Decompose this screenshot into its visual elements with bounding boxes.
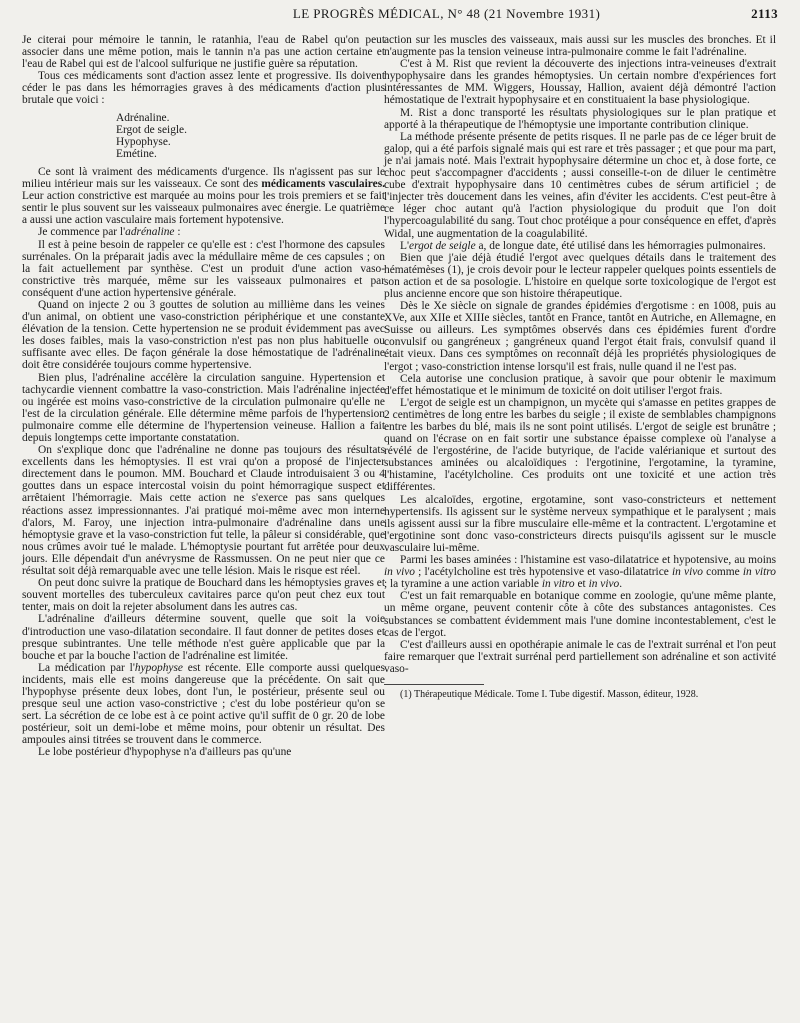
list-item: Ergot de seigle. bbox=[116, 123, 187, 136]
italic-term: in vivo bbox=[384, 566, 415, 579]
text-run: Je commence par l' bbox=[38, 226, 126, 239]
paragraph: L'ergot de seigle est un champignon, un mycète qui s'amasse en petites grappes de 2 centimètres de long entre les barbes du seigle ; il existe de semblables champignons entre les barbes du blé, mais ils ne sont point utilisés. L'ergot de seigle est brunâtre ; quand on l'écrase on en fait sortir une substance épaisse complexe où l'analyse a révélé de l'ergostérine, de l'acide butyrique, de l'acide valérianique et surtout des substances aminées ou alcaloïdiques : l'ergotinine, l'ergotamine, la tyramine, l'histamine, l'acétylcholine. Ces produits ont une toxicité et une action très différentes. bbox=[384, 396, 776, 494]
text-run: Parmi les bases aminées : l'histamine est vaso-dilatatrice et hypotensive, au moins bbox=[400, 554, 776, 567]
page-number: 2113 bbox=[751, 6, 778, 21]
paragraph: C'est d'ailleurs aussi en opothérapie animale le cas de l'extrait surrénal et l'on peut faire remarquer que l'extrait surrénal perd partiellement son adrénaline et son activité vaso- bbox=[384, 638, 776, 675]
text-run: : bbox=[174, 226, 181, 239]
list-item: Adrénaline. bbox=[116, 111, 170, 124]
paragraph: Cela autorise une conclusion pratique, à savoir que pour obtenir le maximum d'effet hémostatique et le minimum de toxicité on doit utiliser l'ergot frais. bbox=[384, 372, 776, 397]
text-run: Ce sont là vraiment des médicaments d'urgence. Ils n'agissent pas sur le milieu intérieur mais sur les vaisseaux. Ce sont des bbox=[22, 165, 385, 191]
text-run: a, de longue date, été utilisé dans les hémorragies pulmonaires. bbox=[475, 239, 766, 252]
paragraph: Dès le Xe siècle on signale de grandes épidémies d'ergotisme : en 1008, puis au XVe, aux XIIe et XIIIe siècles, tantôt en France, tantôt en Autriche, en Allemagne, en Suisse ou ailleurs. Les symptômes observés dans ces épidémies furent d'ordre convulsif ou gangréneux ; gangréneux quand l'ergot était frais, convulsif quand il était vieux. Dans ces symptômes on reconnaît déjà les propriétés physiologiques de l'ergot ; vaso-constriction intense lorsqu'il est frais, nulle quand il ne l'est pas. bbox=[384, 300, 776, 373]
italic-term: in vivo bbox=[588, 578, 620, 591]
paragraph: C'est à M. Rist que revient la découverte des injections intra-veineuses d'extrait hypophysaire dans les grandes hémoptysies. Un certain nombre d'expériences fort intéressantes de MM. Wiggers, Houssay, Hallion, avaient déjà démontré l'action hémostatique de l'extrait hypophysaire et en constituaient la base physiologique. bbox=[384, 58, 776, 107]
paragraph: action sur les muscles des vaisseaux, mais aussi sur les muscles des bronches. Et il n'augmente pas la tension veineuse intra-pulmonaire comme le fait l'adrénaline. bbox=[384, 34, 776, 59]
text-run: comme bbox=[702, 566, 743, 579]
paragraph: Tous ces médicaments sont d'action assez lente et progressive. Ils doivent céder le pas dans les hémorragies graves à des médicaments d'action plus brutale que voici : bbox=[22, 70, 385, 107]
text-run: et bbox=[574, 578, 589, 591]
text-run: ; la tyramine a une action variable bbox=[384, 578, 542, 591]
paragraph: Le lobe postérieur d'hypophyse n'a d'ailleurs pas qu'une bbox=[38, 746, 292, 759]
paragraph: La méthode présente présente de petits risques. Il ne parle pas de ce léger bruit de galop, qui a été parfois signalé mais qui est rare et très passager ; et que pour ma part, je n'ai jamais noté. Mais l'extrait hypophysaire détermine un choc et, à dose forte, ce choc peut s'accompagner d'accidents ; aussi conseille-t-on de diluer le centimètre cube d'extrait hypophysaire dans 10 centimètres cubes de sérum artificiel ; de l'injecter très doucement dans les veines, afin d'éviter les accidents. C'est peut-être à ce léger choc autant qu'à l'action physiologique du produit que l'on doit l'hypercoagulabilité du sang. Tout choc protéique a pour conséquence en effet, d'après Widal, une augmentation de la coagulabilité. bbox=[384, 130, 776, 240]
text-run: est récente. Elle comporte aussi quelques incidents, mais elle est moins dangereuse que la précédente. On sait que l'hypophyse présente deux lobes, dont l'un, le postérieur, présente seul ou presque seul une action vaso-constrictive ; c'est du lobe postérieur qu'on se sert. La sécrétion de ce lobe est à ce point active qu'il suffit de 0 gr. 20 de lobe postérieur, soit un demi-lobe et même moins, pour obtenir un résultat. Des ampoules ainsi titrées se trouvent dans le commerce. bbox=[22, 661, 385, 747]
paragraph: Bien que j'aie déjà étudié l'ergot avec quelques détails dans le traitement des hématémèses (1), je crois devoir pour le lecteur rappeler quelques points essentiels de son action et de sa posologie. L'histoire en quelque sorte toxicologique de l'ergot est plus ancienne encore que son histoire thérapeutique. bbox=[384, 251, 776, 300]
paragraph: Il est à peine besoin de rappeler ce qu'elle est : c'est l'hormone des capsules surrénales. On la préparait jadis avec la médullaire même de ces capsules ; on la fait actuellement par synthèse. C'est un produit d'une action vaso-constrictive très marquée, même sur les vaisseaux pulmonaires et par conséquent d'une action hypertensive générale. bbox=[22, 238, 385, 299]
paragraph bbox=[384, 554, 776, 590]
paragraph: Je citerai pour mémoire le tannin, le ratanhia, l'eau de Rabel qu'on peut associer dans une même potion, mais le tannin n'a pas une action certaine et l'eau de Rabel qui est de l'alcool sulfurique ne justifie guère sa réputation. bbox=[22, 34, 385, 71]
paragraph: Bien plus, l'adrénaline accélère la circulation sanguine. Hypertension et tachycardie viennent combattre la vaso-constriction. Mais l'adrénaline injectée ou ingérée est moins vaso-constrictive de la circulation pulmonaire qu'elle ne l'est de la circulation générale. Elle détermine même parfois de l'hypertension pulmonaire comme elle détermine de l'hypertension veineuse. Hallion a fait depuis longtemps cette importante constatation. bbox=[22, 371, 385, 444]
footnote: (1) Thérapeutique Médicale. Tome I. Tube digestif. Masson, éditeur, 1928. bbox=[400, 688, 699, 700]
list-item: Emétine. bbox=[116, 147, 157, 160]
running-title: LE PROGRÈS MÉDICAL, N° 48 (21 Novembre 1931) bbox=[292, 6, 601, 21]
paragraph bbox=[22, 662, 385, 747]
paragraph: On peut donc suivre la pratique de Bouchard dans les hémoptysies graves et souvent mortelles des tuberculeux cavitaires parce qu'on peut chez eux tout tenter, mais on doit la rejeter absolument dans les autres cas. bbox=[22, 577, 385, 614]
bold-term: médicaments vasculaires. bbox=[261, 178, 385, 191]
footnote-rule bbox=[384, 684, 484, 685]
text-run: La médication par l' bbox=[38, 661, 135, 674]
italic-term: ergot de seigle bbox=[409, 239, 476, 252]
italic-term: in vivo bbox=[671, 566, 703, 579]
italic-term: hypophyse bbox=[134, 661, 183, 674]
text-run: ; l'acétylcholine est très hypotensive et vaso-dilatatrice bbox=[415, 566, 672, 579]
italic-term: in vitro bbox=[742, 566, 776, 579]
paragraph: Quand on injecte 2 ou 3 gouttes de solution au millième dans les veines d'un animal, on obtient une vaso-constriction périphérique et une constante élévation de la tension. Cette hypertension ne se produit évidemment pas avec les doses faibles, mais la vaso-constriction n'est pas non plus habituelle ou suffisante avec elles. De façon générale la dose hémostatique de l'adrénaline doit être considérée toujours comme hypertensive. bbox=[22, 298, 385, 372]
paragraph bbox=[384, 240, 776, 252]
list-item: Hypophyse. bbox=[116, 135, 171, 148]
italic-term: in vitro bbox=[541, 578, 575, 591]
paragraph: L'adrénaline d'ailleurs détermine souvent, quelle que soit la voie d'introduction une vaso-dilatation secondaire. Il faut donner de petites doses et presque subintrantes. Une telle méthode n'est guère applicable que par la bouche et par la bouche l'action de l'adrénaline est limitée. bbox=[22, 613, 385, 662]
left-column bbox=[22, 34, 385, 759]
paragraph: On s'explique donc que l'adrénaline ne donne pas toujours des résultats excellents dans les hémoptysies. Il est vrai qu'on a proposé de l'injecter directement dans le poumon. MM. Bouchard et Claude introduisaient 3 ou 4 gouttes dans un espace intercostal voisin du point hémorragique suspect et arrêtaient l'hémorragie. Mais cette action ne s'exerce pas sans quelques réactions assez impressionnantes. J'ai pratiqué moi-même avec mon interne d'alors, M. Faroy, une injection intra-pulmonaire d'adrénaline dans une hémoptysie grave et la vaso-constriction fut telle, la pâleur si considérable, que nous crûmes avoir tué le malade. L'hémoptysie pourtant fut arrêtée pour deux jours. Elle dépendait d'un anévrysme de Rassmussen. On ne peut nier que ce résultat soit déjà remarquable avec une telle lésion. Mais le risque est réel. bbox=[22, 444, 385, 578]
right-column bbox=[384, 34, 776, 700]
paragraph bbox=[22, 166, 385, 226]
italic-term: adrénaline bbox=[125, 226, 175, 239]
text-run: . bbox=[619, 578, 623, 591]
paragraph bbox=[22, 226, 385, 238]
paragraph: M. Rist a donc transporté les résultats physiologiques sur le plan pratique et apporté à la thérapeutique de l'hémoptysie une importante contribution clinique. bbox=[384, 106, 776, 131]
page-header bbox=[22, 6, 778, 22]
text-run: Leur action constrictive est marquée au moins pour les trois premiers et se fait sentir le plus souvent sur les vaisseaux pulmonaires avec énergie. Le quatrième a aussi une action vasculaire mais fortement hypotensive. bbox=[22, 190, 385, 227]
paragraph: C'est un fait remarquable en botanique comme en zoologie, qu'une même plante, un même organe, peuvent contenir côte à côte des substances antagonistes. Ces substances se combattent évidemment mais l'une domine incontestablement, c'est le cas de l'ergot. bbox=[384, 590, 776, 639]
text-run: L' bbox=[400, 239, 410, 252]
paragraph: Les alcaloïdes, ergotine, ergotamine, sont vaso-constricteurs et nettement hypertensifs. Ils agissent sur le système nerveux sympathique et le paralysent ; mais ils agissent aussi sur la fibre musculaire elle-même et la contractent. L'ergotamine et l'ergotinine sont donc vaso-constricteurs directs puisqu'ils agissent sur le muscle vasculaire lui-même. bbox=[384, 493, 776, 554]
